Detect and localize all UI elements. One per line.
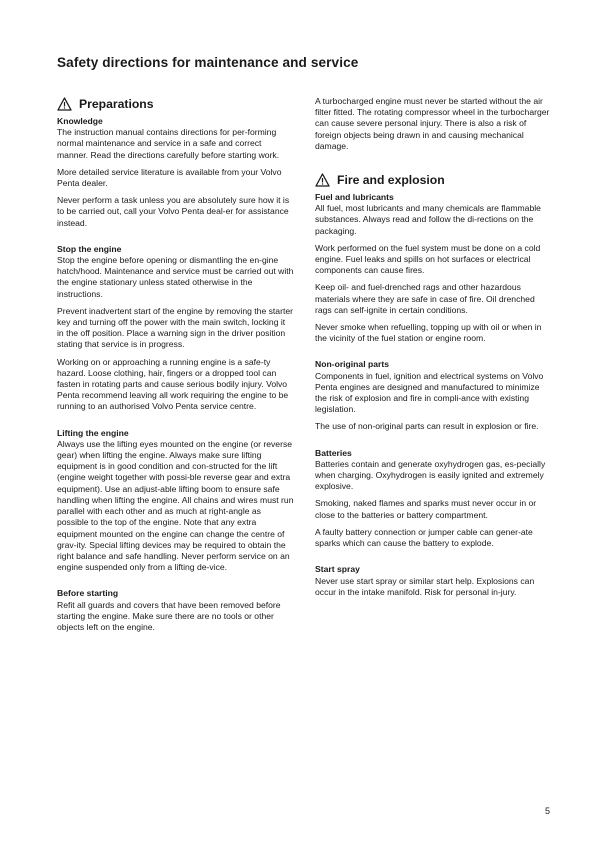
batteries-paragraph: A faulty battery connection or jumper cable can gener-ate sparks which can cause the battery to explode. <box>315 526 533 549</box>
fuel-paragraph: All fuel, most lubricants and many chemicals are flammable substances. Always read and follow the di-rections on the packaging. <box>315 203 541 236</box>
start-spray-heading: Start spray <box>315 564 360 575</box>
before-starting-block <box>57 588 294 633</box>
knowledge-heading: Knowledge <box>57 116 103 126</box>
start-spray-block <box>315 564 552 598</box>
left-column <box>57 96 294 639</box>
knowledge-paragraph: More detailed service literature is available from your Volvo Penta dealer. <box>57 166 282 189</box>
batteries-paragraph: Smoking, naked flames and sparks must never occur in or close to the batteries or battery compartment. <box>315 498 537 520</box>
batteries-paragraph: Batteries contain and generate oxyhydrogen gas, es-pecially when charging. Oxyhydrogen is easily ignited and extremely explosive. <box>315 458 546 492</box>
knowledge-block <box>57 116 294 229</box>
warning-triangle-icon <box>57 97 72 111</box>
page-number: 5 <box>545 806 551 816</box>
start-spray-paragraph: Never use start spray or similar start help. Explosions can occur in the intake manifold. Risk for personal in-jury. <box>315 575 535 597</box>
section-title-text: Preparations <box>79 97 154 111</box>
non-original-paragraph: The use of non-original parts can result in explosion or fire. <box>315 421 539 432</box>
fuel-paragraph: Work performed on the fuel system must be done on a cold engine. Fuel leaks and spills on hot surfaces or electrical components can cause fires. <box>315 242 541 276</box>
lifting-block <box>57 428 294 574</box>
warning-triangle-icon <box>315 173 330 187</box>
knowledge-paragraph: The instruction manual contains directions for per-forming normal maintenance and service in a safe and correct manner. Read the directions carefully before starting work. <box>57 127 280 160</box>
fuel-paragraph: Keep oil- and fuel-drenched rags and other hazardous materials where they are safe in case of fire. Oil drenched rags can self-ignite in certain conditions. <box>315 282 535 315</box>
turbo-paragraph: A turbocharged engine must never be started without the air filter fitted. The rotating compressor wheel in the turbocharger can cause severe personal injury. There is also a risk of foreign objects being drawn in and causing mechanical damage. <box>315 96 550 151</box>
fuel-block <box>315 192 552 344</box>
fuel-paragraph: Never smoke when refuelling, topping up with oil or when in the vicinity of the fuel station or engine room. <box>315 322 542 344</box>
stop-engine-heading: Stop the engine <box>57 243 122 254</box>
non-original-paragraph: Components in fuel, ignition and electrical systems on Volvo Penta engines are designed and manufactured to minimize the risk of explosion and fire in compli-ance with existing legislation. <box>315 370 544 415</box>
knowledge-paragraph: Never perform a task unless you are absolutely sure how it is to be carried out, call your Volvo Penta deal-er for assistance instead. <box>57 195 290 228</box>
stop-engine-block <box>57 244 294 413</box>
right-column <box>315 96 552 604</box>
section-title-text: Fire and explosion <box>337 173 445 188</box>
stop-engine-paragraph: Stop the engine before opening or dismantling the en-gine hatch/hood. Maintenance and service must be carried out with the engine stationary unless stated otherwise in the instructions. <box>57 255 294 299</box>
fuel-heading: Fuel and lubricants <box>315 192 394 203</box>
lifting-heading: Lifting the engine <box>57 427 129 438</box>
stop-engine-paragraph: Prevent inadvertent start of the engine by removing the starter key and turning off the power with the main switch, locking it in the off position. Place a warning sign in the driver position stating that service is in progress. <box>57 305 293 350</box>
batteries-heading: Batteries <box>315 447 352 458</box>
before-starting-paragraph: Refit all guards and covers that have been removed before starting the engine. Make sure there are no tools or other objects left on the engine. <box>57 599 281 632</box>
section-preparations-title <box>57 96 294 112</box>
batteries-block <box>315 448 552 550</box>
before-starting-heading: Before starting <box>57 588 119 599</box>
page-title: Safety directions for maintenance and service <box>57 55 359 70</box>
stop-engine-paragraph: Working on or approaching a running engine is a safe-ty hazard. Loose clothing, hair, fingers or a dropped tool can fasten in rotating parts and cause serious bodily injury. Volvo Penta recommend leaving all work requiring the engine to be running to an authorised Volvo Penta service centre. <box>57 356 289 412</box>
section-fire-title <box>315 172 552 188</box>
non-original-heading: Non-original parts <box>315 359 390 370</box>
lifting-paragraph: Always use the lifting eyes mounted on the engine (or reverse gear) when lifting the engine. Always make sure lifting equipment is in good condition and con-structed for the lift (engine weight together with possi-ble reverse gear and extra equipment). Use an adjust-able lifting boom to ensure safe handling when lifting the engine. All chains and wires must run parallel with each other and as much at right-angle as possible to the top of the engine. Note that any extra equipment mounted on the engine can change the centre of grav-ity. Special lifting devices may be required to obtain the right balance and safe handling. Never perform service on an engine suspended only from a lifting de-vice. <box>57 438 294 573</box>
non-original-block <box>315 359 552 432</box>
